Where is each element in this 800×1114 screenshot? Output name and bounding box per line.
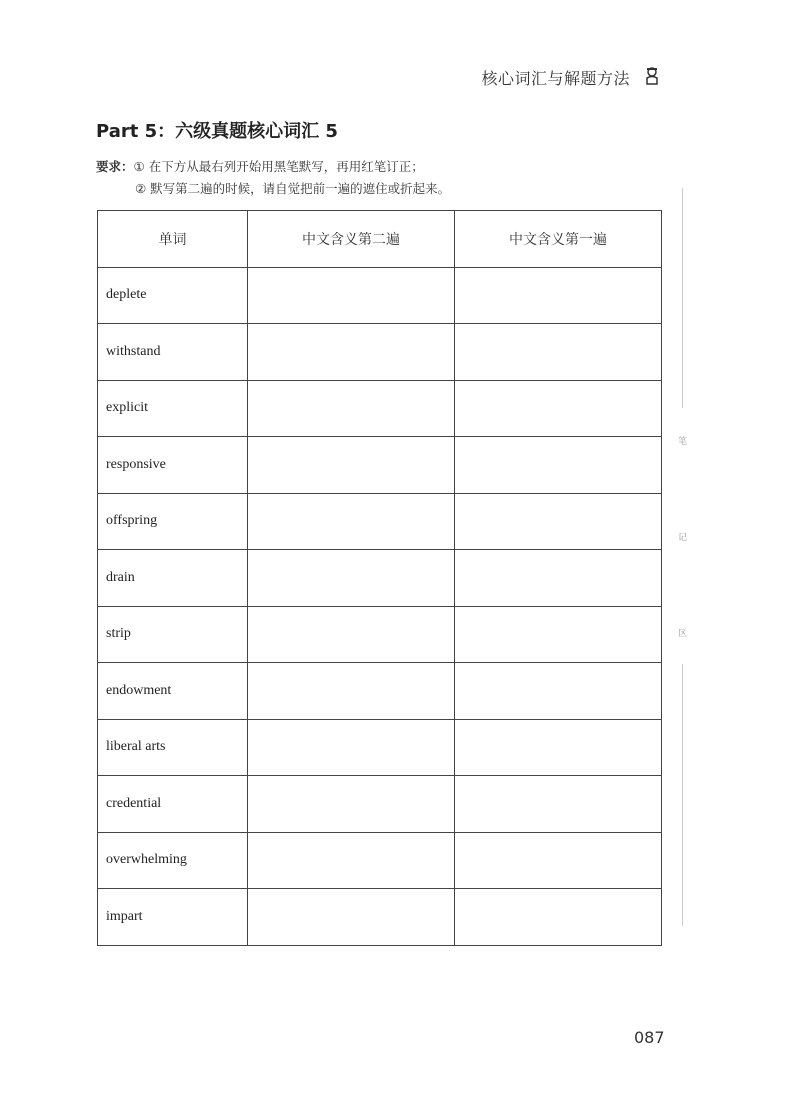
margin-note-char: 笔 xyxy=(678,437,688,447)
meaning-first-cell[interactable] xyxy=(455,663,662,720)
table-row xyxy=(98,889,662,946)
running-title: 核心词汇与解题方法 xyxy=(481,69,630,88)
table-row xyxy=(98,719,662,776)
meaning-second-cell[interactable] xyxy=(248,380,455,437)
meaning-second-cell[interactable] xyxy=(248,324,455,381)
table-row xyxy=(98,663,662,720)
meaning-first-cell[interactable] xyxy=(455,324,662,381)
meaning-second-cell[interactable] xyxy=(248,663,455,720)
word-cell: explicit xyxy=(98,380,248,437)
table-row xyxy=(98,776,662,833)
margin-divider-top xyxy=(682,188,683,408)
word-cell: offspring xyxy=(98,493,248,550)
header-word: 单词 xyxy=(98,211,248,268)
meaning-first-cell[interactable] xyxy=(455,776,662,833)
margin-divider-bottom xyxy=(682,664,683,926)
table-row xyxy=(98,380,662,437)
meaning-second-cell[interactable] xyxy=(248,550,455,607)
requirement-line-1: ① 在下方从最右列开始用黑笔默写，再用红笔订正； xyxy=(133,159,424,174)
word-cell: deplete xyxy=(98,267,248,324)
word-cell: endowment xyxy=(98,663,248,720)
margin-note-char: 记 xyxy=(678,533,688,543)
meaning-first-cell[interactable] xyxy=(455,719,662,776)
meaning-first-cell[interactable] xyxy=(455,493,662,550)
word-cell: impart xyxy=(98,889,248,946)
meaning-first-cell[interactable] xyxy=(455,832,662,889)
meaning-first-cell[interactable] xyxy=(455,606,662,663)
meaning-second-cell[interactable] xyxy=(248,719,455,776)
table-row xyxy=(98,832,662,889)
word-cell: liberal arts xyxy=(98,719,248,776)
margin-note-char: 区 xyxy=(678,629,688,639)
vocabulary-table xyxy=(97,210,662,946)
table-row xyxy=(98,550,662,607)
requirements xyxy=(96,156,450,200)
word-cell: overwhelming xyxy=(98,832,248,889)
table-row xyxy=(98,267,662,324)
meaning-second-cell[interactable] xyxy=(248,493,455,550)
word-cell: drain xyxy=(98,550,248,607)
meaning-first-cell[interactable] xyxy=(455,550,662,607)
header-meaning-first: 中文含义第一遍 xyxy=(455,211,662,268)
meaning-second-cell[interactable] xyxy=(248,606,455,663)
meaning-second-cell[interactable] xyxy=(248,832,455,889)
meaning-first-cell[interactable] xyxy=(455,380,662,437)
word-cell: responsive xyxy=(98,437,248,494)
page-number: 087 xyxy=(634,1028,665,1047)
table-header-row xyxy=(98,211,662,268)
requirements-label: 要求： xyxy=(96,159,134,174)
meaning-second-cell[interactable] xyxy=(248,889,455,946)
word-cell: strip xyxy=(98,606,248,663)
table-row xyxy=(98,606,662,663)
graduation-figure-icon xyxy=(644,66,660,86)
requirement-line-2: ② 默写第二遍的时候，请自觉把前一遍的遮住或折起来。 xyxy=(135,181,451,196)
meaning-second-cell[interactable] xyxy=(248,267,455,324)
table-row xyxy=(98,493,662,550)
header-meaning-second: 中文含义第二遍 xyxy=(248,211,455,268)
meaning-first-cell[interactable] xyxy=(455,267,662,324)
meaning-first-cell[interactable] xyxy=(455,889,662,946)
meaning-first-cell[interactable] xyxy=(455,437,662,494)
meaning-second-cell[interactable] xyxy=(248,776,455,833)
word-cell: credential xyxy=(98,776,248,833)
table-row xyxy=(98,324,662,381)
section-title: Part 5：六级真题核心词汇 5 xyxy=(96,121,338,142)
word-cell: withstand xyxy=(98,324,248,381)
meaning-second-cell[interactable] xyxy=(248,437,455,494)
table-row xyxy=(98,437,662,494)
